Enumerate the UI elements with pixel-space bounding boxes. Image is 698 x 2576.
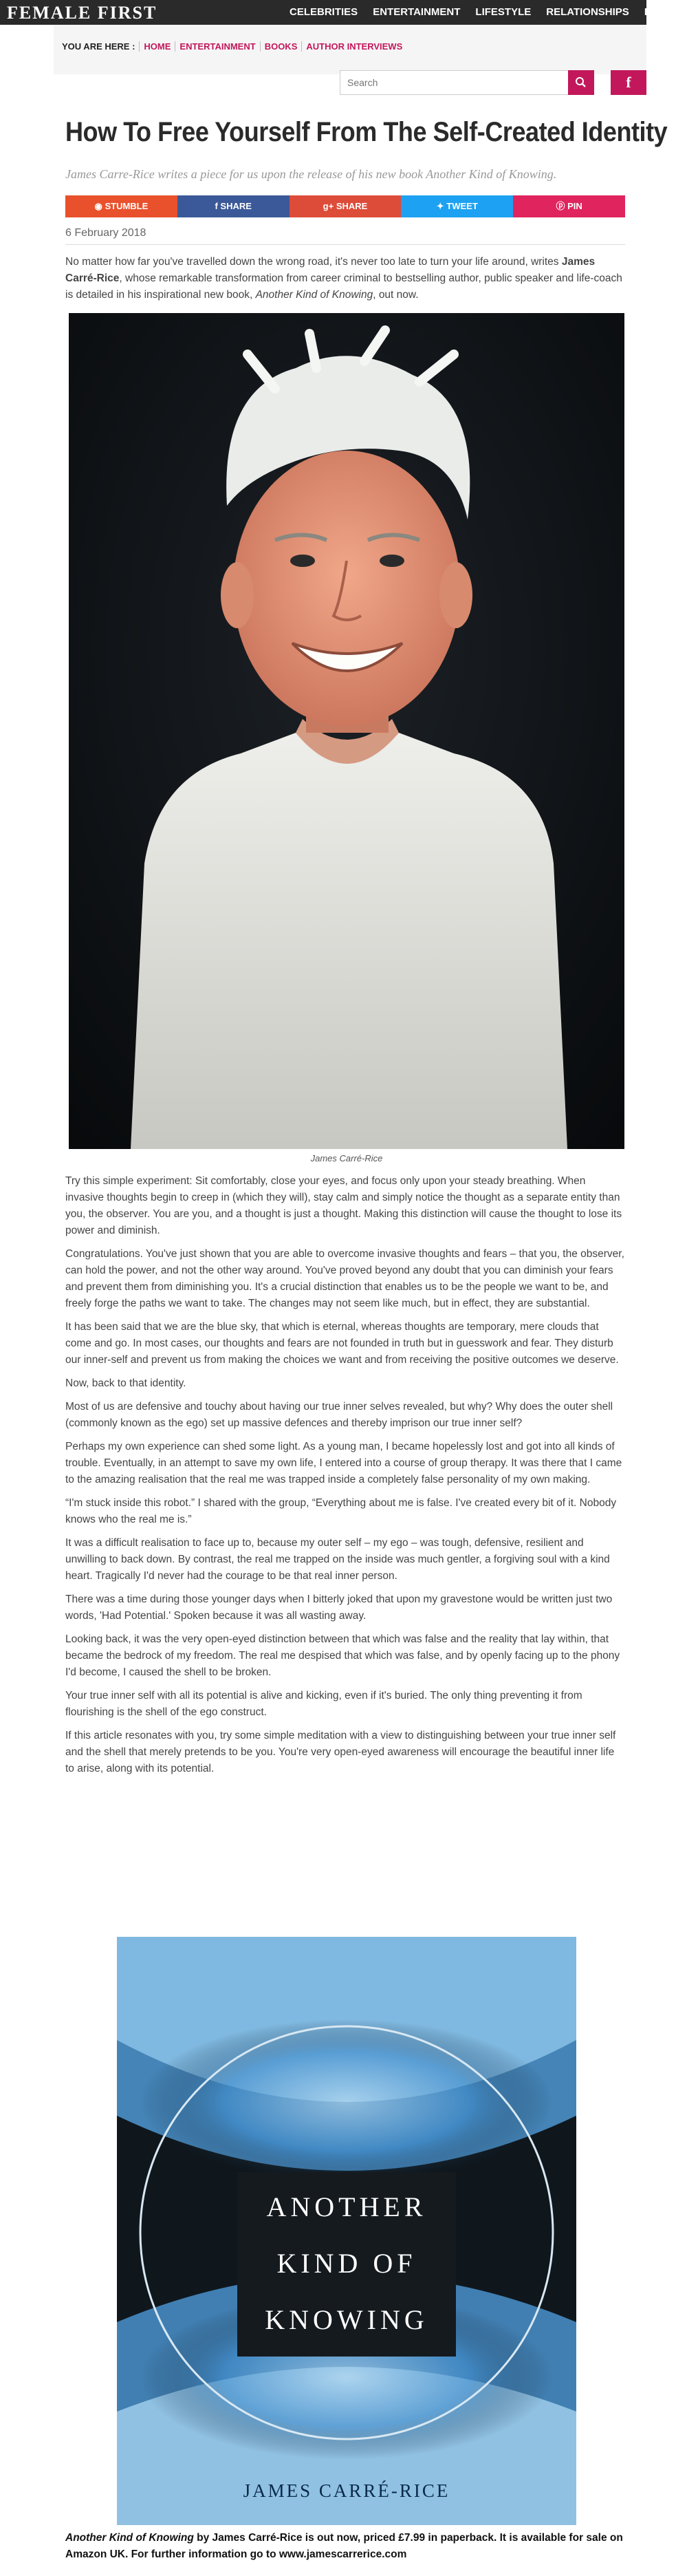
share-stumble-label: STUMBLE <box>105 201 149 211</box>
paragraph: Most of us are defensive and touchy about having our true inner selves revealed, but why? Why does the outer shell (commonly known as the ego) set up massive defences and thereby imprison our true inner self? <box>65 1401 613 1429</box>
share-googleplus-label: SHARE <box>336 201 368 211</box>
nav-item-celebrities[interactable]: CELEBRITIES <box>290 6 358 18</box>
book-title-line: KNOWING <box>265 2304 428 2335</box>
article-intro <box>65 254 625 303</box>
footer-text: by James Carré-Rice is out now, priced £7.99 in paperback. It is available for sale on Amazon UK. For further information go to www.jamescarrerice.com <box>65 2532 623 2560</box>
share-facebook-button[interactable] <box>177 195 290 217</box>
intro-author-name: James Carré-Rice <box>65 256 596 284</box>
share-twitter-label: TWEET <box>446 201 478 211</box>
article-footer <box>65 2530 625 2563</box>
share-bar <box>65 195 625 217</box>
book-title-block <box>237 2172 456 2357</box>
paragraph: Congratulations. You've just shown that you are able to overcome invasive thoughts and fears – that you, the observer, can hold the power, and not the other way around. You've proved beyond any doubt that you can diminish your fears and prevent them from diminishing you. It's a crucial distinction that enables us to be the people we want to be, and freely forge the paths we want to take. The changes may not seem like much, but in effect, they are substantial. <box>65 1248 624 1309</box>
intro-text-3: , out now. <box>373 289 419 301</box>
share-pinterest-button[interactable] <box>513 195 625 217</box>
paragraph: It has been said that we are the blue sky, that which is eternal, whereas thoughts are temporary, mere clouds that come and go. In most cases, our thoughts and fears are not founded in truth but in guesswork and fear. They disturb our inner-self and prevent us from making the choices we want and from receiving the positive outcomes we deserve. <box>65 1321 619 1366</box>
twitter-icon: ✦ <box>436 201 447 211</box>
breadcrumb-books[interactable]: BOOKS <box>260 41 302 52</box>
breadcrumb <box>62 41 406 52</box>
nav-item-lifestyle[interactable]: LIFESTYLE <box>475 6 532 18</box>
nav-item-fashion[interactable]: FASHION <box>644 6 690 18</box>
divider <box>65 244 625 245</box>
book-title-line: KIND OF <box>276 2248 417 2279</box>
book-author: JAMES CARRÉ-RICE <box>243 2480 450 2501</box>
share-facebook-label: SHARE <box>220 201 252 211</box>
paragraph: If this article resonates with you, try some simple meditation with a view to distinguishing between your true inner self and the shell that merely pretends to be you. You're very open-eyed awareness will encourage the beautiful inner life to arise, along with its potential. <box>65 1730 616 1774</box>
search-icon <box>568 70 594 95</box>
paragraph: Now, back to that identity. <box>65 1377 186 1389</box>
nav-item-relationships[interactable]: RELATIONSHIPS <box>546 6 629 18</box>
search-button[interactable] <box>568 70 594 95</box>
share-twitter-button[interactable] <box>401 195 513 217</box>
paragraph: Perhaps my own experience can shed some light. As a young man, I became hopelessly lost and got into all kinds of trouble. Eventually, in an attempt to save my own life, I entered into a course of group therapy. It was there that I came to the amazing realisation that the real me was trapped inside a completely false personality of my own making. <box>65 1441 622 1485</box>
article-date: 6 February 2018 <box>65 227 146 239</box>
search-box <box>340 70 572 95</box>
breadcrumb-home[interactable]: HOME <box>139 41 175 52</box>
footer-book-title: Another Kind of Knowing <box>65 2532 194 2544</box>
book-cover <box>117 1937 576 2525</box>
stumble-icon: ◉ <box>94 201 105 211</box>
page-title: How To Free Yourself From The Self-Created Identity <box>65 117 668 147</box>
breadcrumb-entertainment[interactable]: ENTERTAINMENT <box>175 41 259 52</box>
facebook-small-icon: f <box>215 201 221 211</box>
main-nav <box>282 0 698 25</box>
search-input[interactable] <box>340 71 560 94</box>
top-bar <box>0 0 690 25</box>
facebook-icon: f <box>626 74 631 91</box>
nav-item-entertainment[interactable]: ENTERTAINMENT <box>373 6 461 18</box>
pinterest-icon: ⓟ <box>556 201 568 211</box>
article-body <box>65 1173 625 1784</box>
paragraph: There was a time during those younger days when I bitterly joked that upon my gravestone would be written just two words, 'Had Potential.' Spoken because it was all wasting away. <box>65 1593 613 1622</box>
intro-text-2: , whose remarkable transformation from career criminal to bestselling author, public speaker and life-coach is detailed in his inspirational new book, <box>65 272 622 301</box>
book-title-line: ANOTHER <box>266 2191 427 2222</box>
paragraph: “I'm stuck inside this robot.” I shared with the group, “Everything about me is false. I've created every bit of it. Nobody knows who the real me is.” <box>65 1497 617 1525</box>
paragraph: Try this simple experiment: Sit comfortably, close your eyes, and focus only upon your steady breathing. When invasive thoughts begin to creep in (which they will), stay calm and simply notice the thought as a separate entity than you, the observer. You are you, and a thought is just a thought. Making this distinction will cause the thought to lose its power and diminish. <box>65 1175 622 1236</box>
paragraph: It was a difficult realisation to face up to, because my outer self – my ego – was tough, defensive, resilient and unwilling to back down. By contrast, the real me trapped on the inside was much gentler, a forgiving soul with a kind heart. Tragically I'd never had the courage to be that real inner person. <box>65 1537 610 1582</box>
breadcrumb-label: YOU ARE HERE : <box>62 41 135 52</box>
paragraph: Looking back, it was the very open-eyed distinction between that which was false and the reality that lay within, that became the bedrock of my freedom. The real me despised that which was false, and by openly facing up to the phony I'd become, I caused the shell to be broken. <box>65 1633 620 1678</box>
breadcrumb-author-interviews[interactable]: AUTHOR INTERVIEWS <box>301 41 406 52</box>
author-photo <box>69 313 624 1149</box>
site-logo[interactable]: FEMALE FIRST <box>7 3 157 23</box>
intro-text-1: No matter how far you've travelled down the wrong road, it's never too late to turn your life around, writes <box>65 256 562 268</box>
intro-book-title: Another Kind of Knowing <box>255 289 373 301</box>
facebook-button[interactable] <box>611 70 646 95</box>
share-googleplus-button[interactable] <box>290 195 402 217</box>
article-standfirst: James Carre-Rice writes a piece for us upon the release of his new book Another Kind of Knowing. <box>65 167 557 181</box>
paragraph: Your true inner self with all its potential is alive and kicking, even if it's buried. The only thing preventing it from flourishing is the shell of the ego construct. <box>65 1690 582 1718</box>
photo-caption: James Carré-Rice <box>310 1153 383 1163</box>
share-pinterest-label: PIN <box>567 201 582 211</box>
googleplus-icon: g+ <box>323 201 336 211</box>
share-stumble-button[interactable] <box>65 195 177 217</box>
